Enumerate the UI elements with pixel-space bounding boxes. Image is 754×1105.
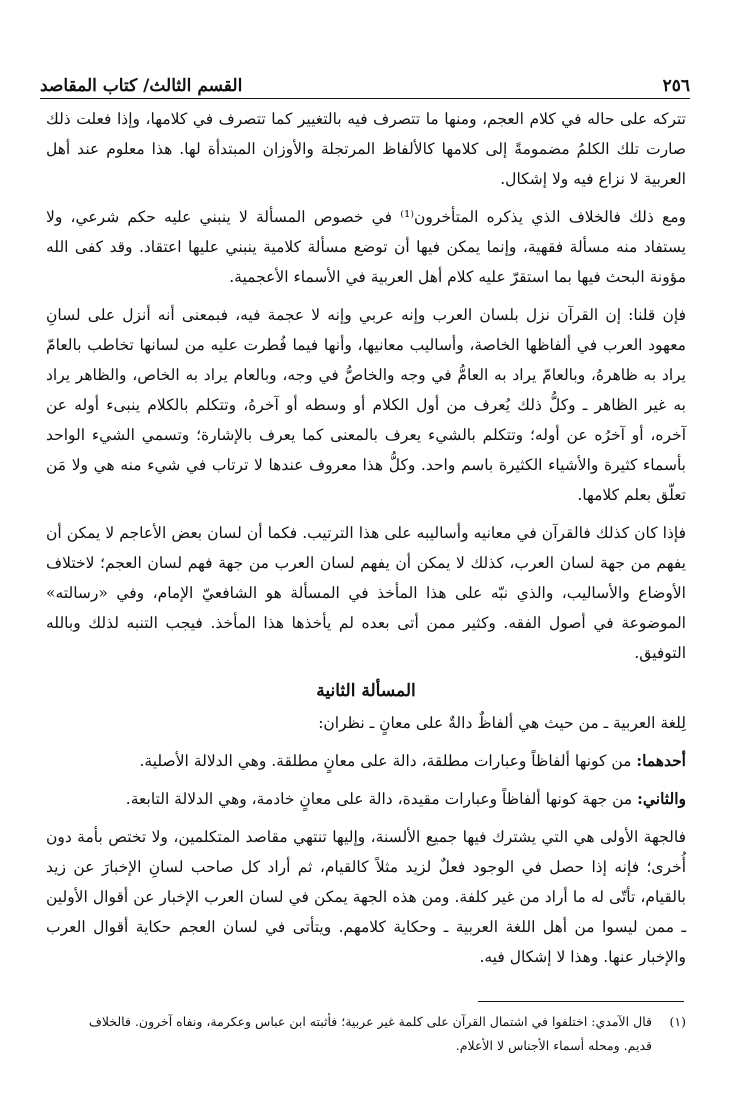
paragraph: فإن قلنا: إن القرآن نزل بلسان العرب وإنه عربي وإنه لا عجمة فيه، فبمعنى أنه أنزل على لسانِ معهود العرب في ألفاظها الخاصة، وأساليب معانيها، وأنها فيما فُطرت عليه من لسانها تخاطب بالعامّ يراد به ظاهرهُ، وبالعامّ يراد به العامُّ في وجه والخاصُّ في وجه، وبالعام يراد به الخاص، والظاهر يراد به غير الظاهر ـ وكلُّ ذلك يُعرف من أول الكلام أو وسطه أو آخرهُ، وتتكلم بالكلام ينبىء أوله عن آخره، أو آخرُه عن أوله؛ وتتكلم بالشيء يعرف بالمعنى كما يعرف بالإشارة؛ وتسمي الشيء الواحد بأسماء كثيرة والأشياء الكثيرة باسم واحد. وكلُّ هذا معروف عندها لا ترتاب في شيء منه هي ولا مَن تعلّق بعلم كلامها. xyxy=(46,306,686,504)
footnote-text: قال الآمدي: اختلفوا في اشتمال القرآن على كلمة غير عربية؛ فأثبته ابن عباس وعكرمة، ونفاه آخرون. فالخلاف xyxy=(88,1014,652,1029)
main-text xyxy=(46,104,686,980)
running-header xyxy=(40,66,690,96)
footnote-line: قديم. ومحله أسماء الأجناس لا الأعلام. xyxy=(455,1038,652,1053)
paragraph: تتركه على حاله في كلام العجم، ومنها ما تتصرف فيه بالتغيير كما تتصرف في كلامها، وإذا فعلت ذلك صارت تلك الكلمُ مضمومةً إلى كلامها كالألفاظ المرتجلة والأوزان المبتدأة لها. هذا معلوم عند أهل العربية لا نزاع فيه ولا إشكال. xyxy=(46,110,686,188)
first-aspect-label: أحدهما: xyxy=(636,751,686,770)
section-intro: لِلغة العربية ـ من حيث هي ألفاظٌ دالةٌ على معانٍ ـ نظران: xyxy=(318,714,686,732)
second-aspect-label: والثاني: xyxy=(637,789,686,808)
page-number: ٢٥٦ xyxy=(662,76,690,96)
footnote-rule xyxy=(478,1001,684,1002)
paragraph: ومع ذلك فالخلاف الذي يذكره المتأخرون⁽¹⁾ في خصوص المسألة لا ينبني عليه حكم شرعي، ولا يستفاد منه مسألة فقهية، وإنما يمكن فيها أن توضع مسألة كلامية ينبني عليها اعتقاد. وقد كفى الله مؤونة البحث فيها بما استقرّ عليه كلام أهل العربية في الأسماء الأعجمية. xyxy=(46,208,686,286)
footnote-line xyxy=(46,1010,686,1034)
first-aspect xyxy=(46,746,686,776)
section-title: القسم الثالث/ كتاب المقاصد xyxy=(40,76,243,96)
closing-paragraph: فالجهة الأولى هي التي يشترك فيها جميع الألسنة، وإليها تنتهي مقاصد المتكلمين، ولا تختص بأمة دون أُخرى؛ فإنه إذا حصل في الوجود فعلٌ لزيد مثلاً كالقيام، ثم أراد كل صاحب لسانِ الإخبارَ عن زيد بالقيام، تأتّى له ما أراد من غير كلفة. ومن هذه الجهة يمكن في لسان العرب الإخبار عن أقوال الأولين ـ ممن ليسوا من أهل اللغة العربية ـ وحكاية كلامهم. ويتأتى في لسان العجم حكاية أقوال العرب والإخبار عنها. وهذا لا إشكال فيه. xyxy=(46,828,686,966)
first-aspect-text: من كونها ألفاظاً وعبارات مطلقة، دالة على معانٍ مطلقة. وهي الدلالة الأصلية. xyxy=(139,752,637,770)
section-heading: المسألة الثانية xyxy=(316,681,416,701)
paragraph: فإذا كان كذلك فالقرآن في معانيه وأساليبه على هذا الترتيب. فكما أن لسان بعض الأعاجم لا يمكن أن يفهم من جهة لسان العرب، كذلك لا يمكن أن يفهم لسان العرب من جهة فهم لسان العجم؛ لاختلاف الأوضاع والأساليب، والذي نبّه على هذا المأخذ في المسألة هو الشافعيّ الإمام، وفي «رسالته» الموضوعة في أصول الفقه. وكثير ممن أتى بعده لم يأخذها هذا المأخذ. فيجب التنبه لذلك وبالله التوفيق. xyxy=(46,524,686,662)
footnote-number: (١) xyxy=(669,1014,686,1029)
header-rule xyxy=(40,98,690,99)
second-aspect xyxy=(46,784,686,814)
second-aspect-text: من جهة كونها ألفاظاً وعبارات مقيدة، دالة على معانٍ خادمة، وهي الدلالة التابعة. xyxy=(125,790,638,808)
footnote xyxy=(46,1010,686,1058)
